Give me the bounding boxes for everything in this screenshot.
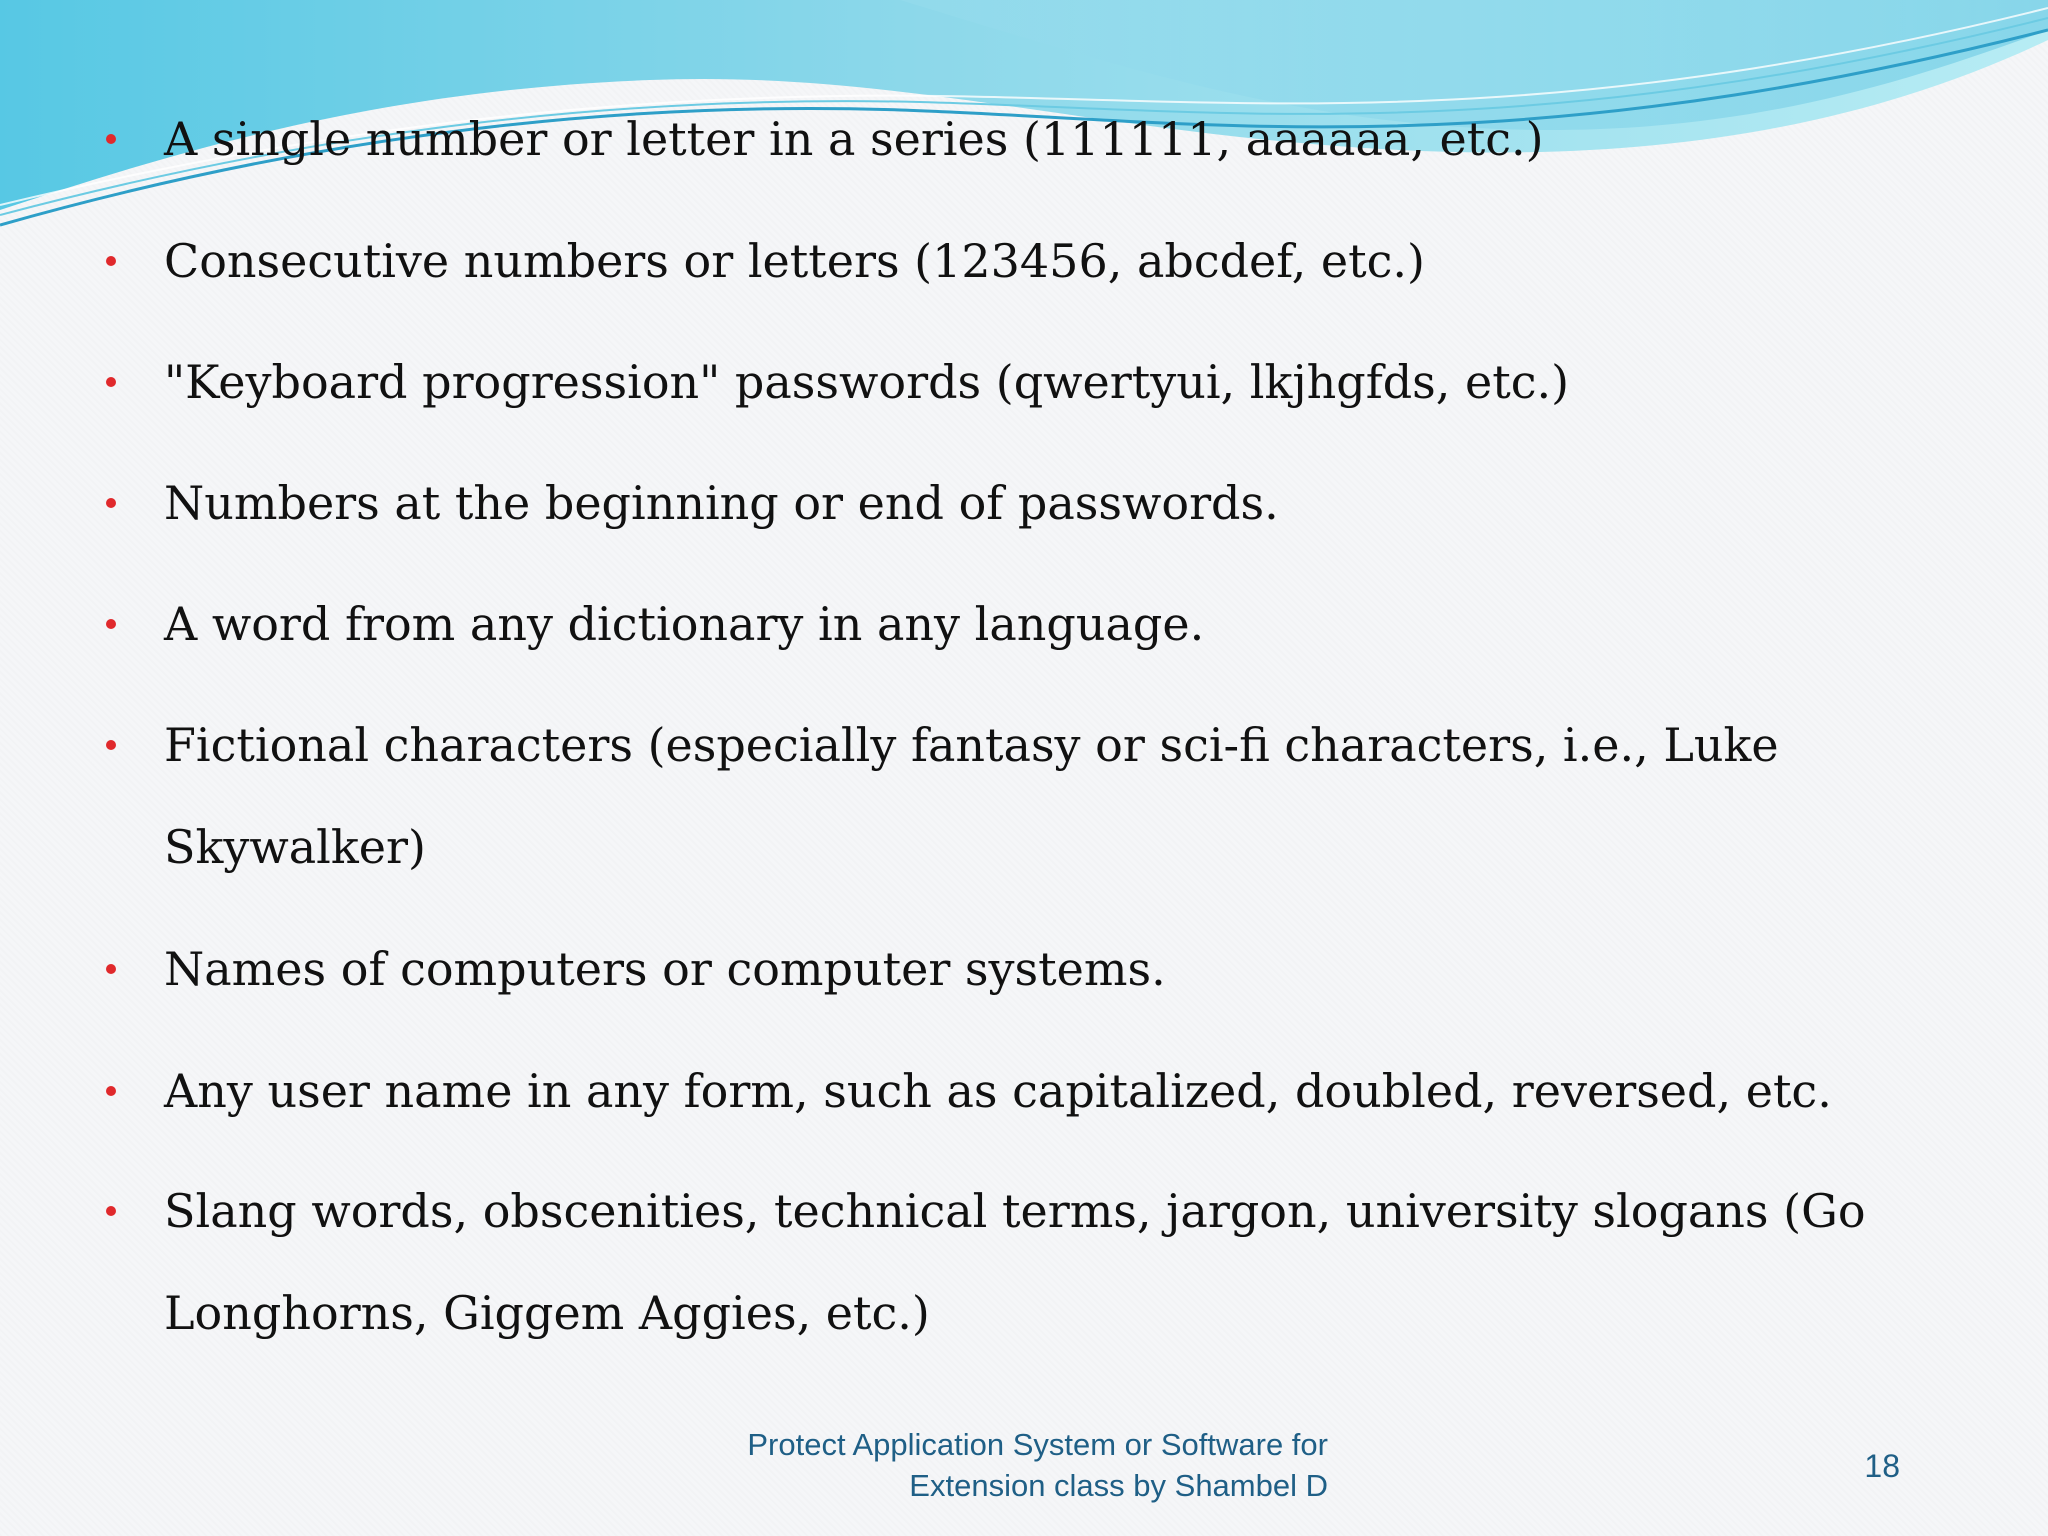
bullet-text: Consecutive numbers or letters (123456, abcdef, etc.) — [164, 234, 1425, 288]
bullet-icon — [106, 740, 116, 750]
bullet-text: A word from any dictionary in any language. — [164, 597, 1205, 651]
bullet-text: "Keyboard progression" passwords (qwertyui, lkjhgfds, etc.) — [164, 355, 1570, 409]
bullet-icon — [106, 1086, 116, 1096]
bullet-icon — [106, 619, 116, 629]
bullet-icon — [106, 964, 116, 974]
footer-line-1: Protect Application System or Software for — [747, 1427, 1328, 1462]
bullet-text: Names of computers or computer systems. — [164, 942, 1166, 996]
footer-line-2: Extension class by Shambel D — [909, 1468, 1328, 1503]
page-number: 18 — [1864, 1448, 1900, 1484]
bullet-text: Any user name in any form, such as capitalized, doubled, reversed, etc. — [164, 1064, 1832, 1118]
bullet-icon — [106, 1206, 116, 1216]
bullet-icon — [106, 134, 116, 144]
footer — [640, 1424, 1328, 1506]
bullet-text: Numbers at the beginning or end of passwords. — [164, 476, 1279, 530]
bullet-icon — [106, 498, 116, 508]
bullet-icon — [106, 377, 116, 387]
bullet-icon — [106, 256, 116, 266]
bullet-text: Slang words, obscenities, technical terms, jargon, university slogans (Go Longhorns, Giggem Aggies, etc.) — [164, 1184, 1866, 1340]
bullet-text: Fictional characters (especially fantasy or sci-fi characters, i.e., Luke Skywalker) — [164, 718, 1779, 874]
bullet-text: A single number or letter in a series (111111, aaaaaa, etc.) — [164, 112, 1544, 166]
